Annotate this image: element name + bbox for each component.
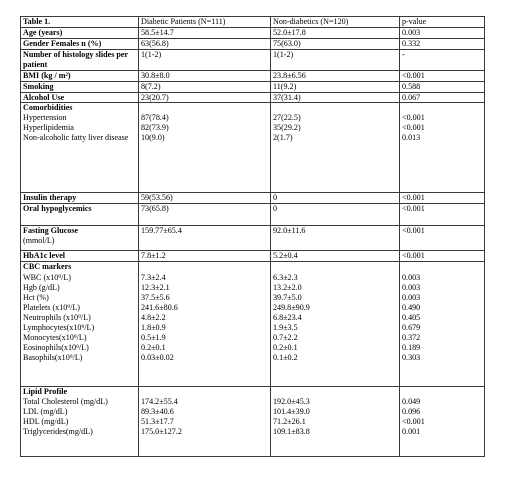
cell bbox=[139, 103, 271, 193]
row-label: HbA1c level bbox=[21, 251, 139, 262]
cell-value: 1.8±0.9 bbox=[141, 322, 166, 332]
cell: 37(31.4) bbox=[271, 92, 400, 103]
cell: 59(53.56) bbox=[139, 193, 271, 204]
cell-value: 0.003 bbox=[402, 283, 421, 293]
list-item: Monocytes(x10⁹/L) bbox=[23, 332, 87, 342]
list-item: Total Cholesterol (mg/dL) bbox=[23, 397, 108, 407]
cell-value: 27(22.5) bbox=[273, 113, 301, 123]
cell: 58.5±14.7 bbox=[139, 27, 271, 38]
row-label-main: Fasting Glucose bbox=[23, 226, 79, 236]
cell: 92.0±11.6 bbox=[271, 226, 400, 251]
cell: 11(9.2) bbox=[271, 81, 400, 92]
row-label: Oral hypoglycemics bbox=[21, 204, 139, 226]
list-item: LDL (mg/dL) bbox=[23, 407, 68, 417]
row-label: Gender Females n (%) bbox=[21, 38, 139, 49]
col-header-nondiabetic: Non-diabetics (N=120) bbox=[271, 17, 400, 28]
section-title: Lipid Profile bbox=[23, 387, 68, 397]
cell-value: 2(1.7) bbox=[273, 133, 293, 143]
col-header-pvalue: p-value bbox=[400, 17, 485, 28]
list-item: Triglycerides(mg/dL) bbox=[23, 426, 93, 436]
row-label bbox=[21, 387, 139, 457]
cell-value: 249.8±90.9 bbox=[273, 302, 310, 312]
cell: - bbox=[400, 49, 485, 70]
cell-value: 6.8±23.4 bbox=[273, 312, 302, 322]
cell-value: <0.001 bbox=[402, 417, 425, 427]
list-item: WBC (x10⁹/L) bbox=[23, 273, 72, 283]
list-item: Basophils(x10⁹/L) bbox=[23, 352, 83, 362]
cell-value: <0.001 bbox=[402, 123, 425, 133]
cell-value: 101.4±39.0 bbox=[273, 407, 310, 417]
table-row bbox=[21, 193, 485, 204]
cell-value: 0.372 bbox=[402, 332, 421, 342]
cell-value: 0.490 bbox=[402, 302, 421, 312]
cell: 159.77±65.4 bbox=[139, 226, 271, 251]
list-item: Hgb (g/dL) bbox=[23, 283, 60, 293]
list-item: Eosinophils(x10⁹/L) bbox=[23, 342, 89, 352]
cell: <0.001 bbox=[400, 193, 485, 204]
cell bbox=[400, 387, 485, 457]
cell-value: 0.679 bbox=[402, 322, 421, 332]
cell: 1(1-2) bbox=[139, 49, 271, 70]
list-item: Hypertension bbox=[23, 113, 67, 123]
cell-value: <0.001 bbox=[402, 113, 425, 123]
demographics-table bbox=[20, 16, 485, 457]
cell: 0.067 bbox=[400, 92, 485, 103]
row-label bbox=[21, 226, 139, 251]
cell-value: 0.189 bbox=[402, 342, 421, 352]
cell-value: 12.3±2.1 bbox=[141, 283, 170, 293]
cell-value: 82(73.9) bbox=[141, 123, 169, 133]
table-row bbox=[21, 81, 485, 92]
row-label: Number of histology slides per patient bbox=[21, 49, 139, 70]
cell bbox=[271, 387, 400, 457]
cell: 75(63.0) bbox=[271, 38, 400, 49]
cell-value: 0.049 bbox=[402, 397, 421, 407]
cell: 23.8±6.56 bbox=[271, 70, 400, 81]
cbc-section bbox=[21, 262, 485, 387]
cell-value: 0.001 bbox=[402, 426, 421, 436]
table-caption: Table 1. bbox=[21, 17, 139, 28]
cell-value: 0.003 bbox=[402, 293, 421, 303]
cell: 7.8±1.2 bbox=[139, 251, 271, 262]
col-header-diabetic: Diabetic Patients (N=111) bbox=[139, 17, 271, 28]
row-label: BMI (kg / m²) bbox=[21, 70, 139, 81]
cell-value: 0.013 bbox=[402, 133, 421, 143]
cell: 52.0±17.8 bbox=[271, 27, 400, 38]
comorbidities-section bbox=[21, 103, 485, 193]
cell-value: 87(78.4) bbox=[141, 113, 169, 123]
row-label: Insulin therapy bbox=[21, 193, 139, 204]
table-row bbox=[21, 92, 485, 103]
cell: 30.8±8.0 bbox=[139, 70, 271, 81]
cell-value: 13.2±2.0 bbox=[273, 283, 302, 293]
cell-value: 4.8±2.2 bbox=[141, 312, 166, 322]
cell bbox=[271, 103, 400, 193]
list-item: HDL (mg/dL) bbox=[23, 417, 69, 427]
list-item: Hct (%) bbox=[23, 293, 49, 303]
cell: 63(56.8) bbox=[139, 38, 271, 49]
cell-value: 89.3±40.6 bbox=[141, 407, 174, 417]
cell bbox=[139, 387, 271, 457]
list-item: Hyperlipidemia bbox=[23, 123, 74, 133]
cell: <0.001 bbox=[400, 251, 485, 262]
cell-value: 241.6±80.6 bbox=[141, 302, 178, 312]
cell: <0.001 bbox=[400, 70, 485, 81]
row-label: Alcohol Use bbox=[21, 92, 139, 103]
table-row bbox=[21, 226, 485, 251]
cell-value: 0.2±0.1 bbox=[273, 342, 298, 352]
header-row bbox=[21, 17, 485, 28]
row-label: Age (years) bbox=[21, 27, 139, 38]
cell: 23(20.7) bbox=[139, 92, 271, 103]
list-item: Neutrophils (x10⁹/L) bbox=[23, 312, 91, 322]
cell-value: 0.096 bbox=[402, 407, 421, 417]
cell: 73(65.8) bbox=[139, 204, 271, 226]
row-label: Smoking bbox=[21, 81, 139, 92]
cell-value: 0.1±0.2 bbox=[273, 352, 298, 362]
table-row bbox=[21, 38, 485, 49]
cell-value: 6.3±2.3 bbox=[273, 273, 298, 283]
row-label bbox=[21, 103, 139, 193]
cell: 0 bbox=[271, 204, 400, 226]
cell-value: 175.0±127.2 bbox=[141, 426, 182, 436]
cell-value: 174.2±55.4 bbox=[141, 397, 178, 407]
cell: 8(7.2) bbox=[139, 81, 271, 92]
cell-value: 39.7±5.0 bbox=[273, 293, 302, 303]
cell-value: 0.405 bbox=[402, 312, 421, 322]
cell: 5.2±0.4 bbox=[271, 251, 400, 262]
table-row bbox=[21, 49, 485, 70]
cell bbox=[400, 103, 485, 193]
list-item: Platelets (x10⁹/L) bbox=[23, 302, 80, 312]
lipid-section bbox=[21, 387, 485, 457]
table-row bbox=[21, 27, 485, 38]
cell-value: 0.03±0.02 bbox=[141, 352, 174, 362]
cell-value: 37.5±5.6 bbox=[141, 293, 170, 303]
cell: 0.332 bbox=[400, 38, 485, 49]
cell bbox=[400, 262, 485, 387]
cell-value: 109.1±83.8 bbox=[273, 426, 310, 436]
cell bbox=[271, 262, 400, 387]
cell-value: 0.003 bbox=[402, 273, 421, 283]
cell-value: 51.3±17.7 bbox=[141, 417, 174, 427]
section-title: Comorbidities bbox=[23, 103, 73, 113]
cell: 0.003 bbox=[400, 27, 485, 38]
cell bbox=[139, 262, 271, 387]
cell-value: 0.7±2.2 bbox=[273, 332, 298, 342]
cell: 0 bbox=[271, 193, 400, 204]
cell: <0.001 bbox=[400, 226, 485, 251]
table-row bbox=[21, 251, 485, 262]
cell-value: 0.303 bbox=[402, 352, 421, 362]
cell-value: 1.9±3.5 bbox=[273, 322, 298, 332]
section-title: CBC markers bbox=[23, 262, 72, 272]
row-label bbox=[21, 262, 139, 387]
cell: 1(1-2) bbox=[271, 49, 400, 70]
table-row bbox=[21, 204, 485, 226]
list-item: Non-alcoholic fatty liver disease bbox=[23, 133, 129, 143]
cell-value: 192.0±45.3 bbox=[273, 397, 310, 407]
cell-value: 0.2±0.1 bbox=[141, 342, 166, 352]
row-label-unit: (mmol/L) bbox=[23, 236, 55, 246]
cell: 0.588 bbox=[400, 81, 485, 92]
cell-value: 7.3±2.4 bbox=[141, 273, 166, 283]
cell-value: 0.5±1.9 bbox=[141, 332, 166, 342]
cell-value: 71.2±26.1 bbox=[273, 417, 306, 427]
cell: <0.001 bbox=[400, 204, 485, 226]
cell-value: 35(29.2) bbox=[273, 123, 301, 133]
table-row bbox=[21, 70, 485, 81]
cell-value: 10(9.0) bbox=[141, 133, 165, 143]
list-item: Lymphocytes(x10⁹/L) bbox=[23, 322, 95, 332]
